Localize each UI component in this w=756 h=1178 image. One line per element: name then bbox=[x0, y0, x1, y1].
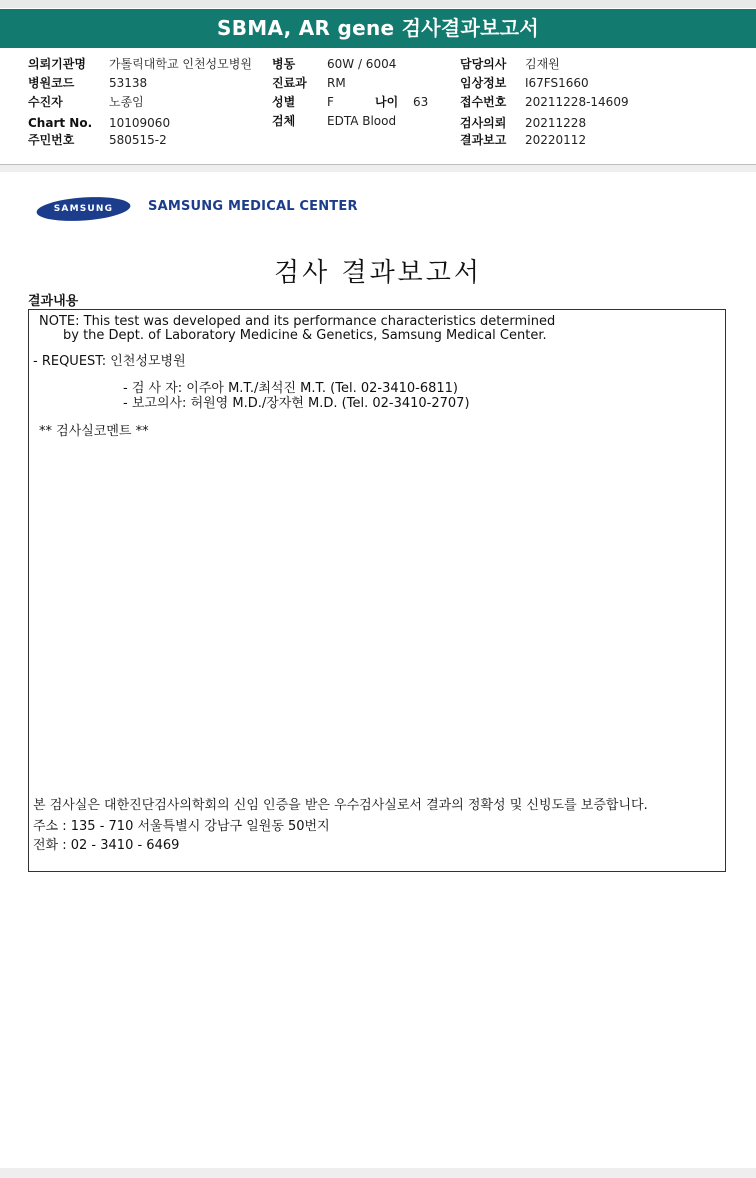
clinical-info-value: I67FS1660 bbox=[525, 76, 589, 90]
hospital-code-label: 병원코드 bbox=[28, 76, 75, 90]
tester-line: - 검 사 자: 이주아 M.T./최석진 M.T. (Tel. 02-3410-6811) bbox=[123, 381, 458, 396]
specimen-label: 검체 bbox=[272, 114, 296, 128]
resident-no-label: 주민번호 bbox=[28, 133, 75, 147]
receipt-no-value: 20211228-14609 bbox=[525, 95, 629, 109]
reporter-line: - 보고의사: 허원영 M.D./장자현 M.D. (Tel. 02-3410-2707) bbox=[123, 396, 470, 411]
patient-value: 노종임 bbox=[109, 95, 144, 109]
comment-header: ** 검사실코멘트 ** bbox=[39, 424, 149, 439]
result-content-box bbox=[28, 309, 726, 872]
certification-text: 본 검사실은 대한진단검사의학회의 신임 인증을 받은 우수검사실로서 결과의 정확성 및 신빙도를 보증합니다. bbox=[33, 798, 648, 813]
request-date-label: 검사의뢰 bbox=[460, 116, 507, 130]
section-label: 결과내용 bbox=[28, 294, 79, 309]
sex-value: F bbox=[327, 95, 334, 109]
resident-no-value: 580515-2 bbox=[109, 133, 167, 147]
note-line-2: by the Dept. of Laboratory Medicine & Genetics, Samsung Medical Center. bbox=[63, 328, 547, 343]
report-date-label: 결과보고 bbox=[460, 133, 507, 147]
receipt-no-label: 접수번호 bbox=[460, 95, 507, 109]
report-title: 검사 결과보고서 bbox=[273, 258, 483, 288]
age-value: 63 bbox=[413, 95, 429, 109]
bottom-band bbox=[0, 1168, 756, 1178]
note-line-1: NOTE: This test was developed and its performance characteristics determined bbox=[39, 314, 556, 329]
hospital-name: SAMSUNG MEDICAL CENTER bbox=[148, 199, 358, 214]
clinical-info-label: 임상정보 bbox=[460, 76, 507, 90]
patient-info-panel bbox=[0, 52, 756, 164]
request-date-value: 20211228 bbox=[525, 116, 587, 130]
report-date-value: 20220112 bbox=[525, 133, 587, 147]
address-text: 주소 : 135 - 710 서울특별시 강남구 일원동 50번지 bbox=[33, 819, 330, 834]
ward-value: 60W / 6004 bbox=[327, 57, 397, 71]
dept-label: 진료과 bbox=[272, 76, 307, 90]
sex-label: 성별 bbox=[272, 95, 296, 109]
report-banner-title: SBMA, AR gene 검사결과보고서 bbox=[0, 9, 756, 48]
request-line: - REQUEST: 인천성모병원 bbox=[33, 354, 186, 369]
institution-value: 가톨릭대학교 인천성모병원 bbox=[109, 57, 252, 71]
ward-label: 병동 bbox=[272, 57, 296, 71]
chart-no-value: 10109060 bbox=[109, 116, 171, 130]
doctor-value: 김재원 bbox=[525, 57, 560, 71]
top-strip bbox=[0, 0, 756, 8]
dept-value: RM bbox=[327, 76, 346, 90]
patient-label: 수진자 bbox=[28, 95, 63, 109]
chart-no-label: Chart No. bbox=[28, 116, 93, 130]
phone-text: 전화 : 02 - 3410 - 6469 bbox=[33, 838, 180, 853]
hospital-code-value: 53138 bbox=[109, 76, 148, 90]
institution-label: 의뢰기관명 bbox=[28, 57, 86, 71]
samsung-logo bbox=[36, 195, 131, 223]
age-label: 나이 bbox=[375, 95, 399, 109]
doctor-label: 담당의사 bbox=[460, 57, 507, 71]
specimen-value: EDTA Blood bbox=[327, 114, 397, 128]
divider-band bbox=[0, 165, 756, 172]
samsung-logo-wordmark: SAMSUNG bbox=[53, 204, 114, 214]
